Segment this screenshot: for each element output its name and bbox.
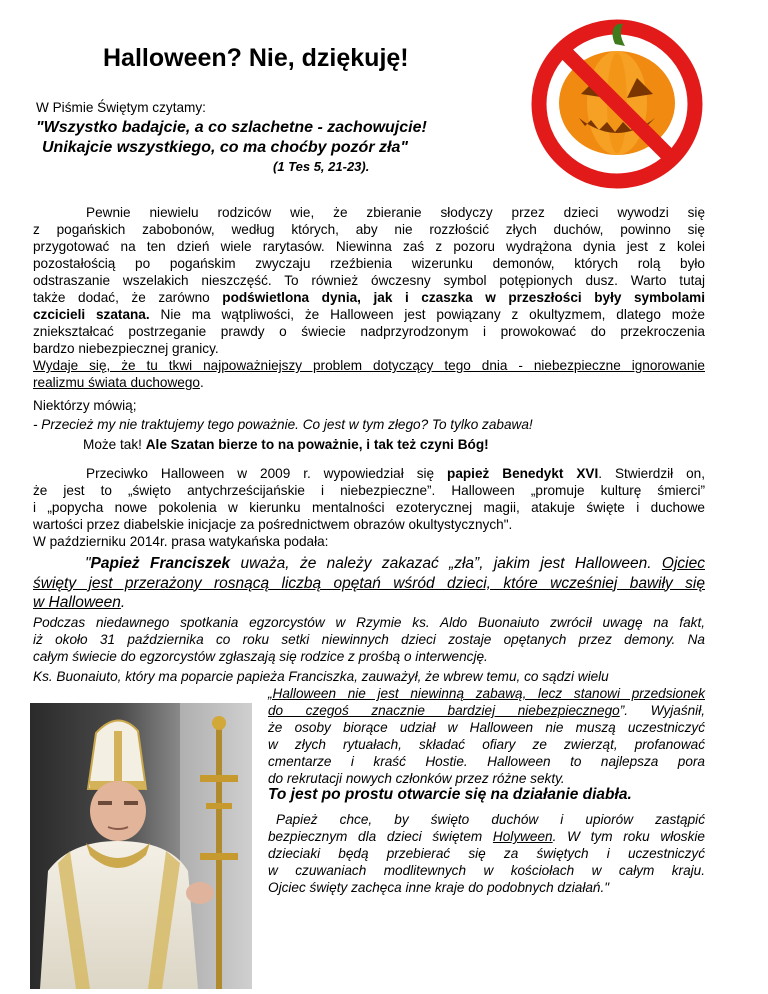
text-line: realizmu świata duchowego. [33,375,204,390]
text-line: do rekrutacji nowych członków przez różne sekty. [268,771,565,786]
text-line: Przeciwko Halloween w 2009 r. wypowiedział się papież Benedykt XVI. Stwierdził on, [86,466,705,481]
text-line: że osoby biorące udział w Halloween nie muszą uczestniczyć [268,720,705,735]
paragraph-exorcists [33,614,705,665]
text-line: W październiku 2014r. prasa watykańska podała: [33,534,329,549]
underlined-line: święty jest przerażony rosnącą liczbą opętań wśród dzieci, które wcześniej bawiły się [33,574,705,592]
text-line: Papież chce, by święto duchów i upiorów zastąpić [276,812,705,827]
text-line: dzieciaki będą przebierać się za świętych i uczestniczyć [268,846,705,861]
bold-phrase: czcicieli szatana. [33,307,150,322]
bible-reference: (1 Tes 5, 21-23). [273,159,370,174]
column-holyween [268,811,705,896]
underlined-phrase: w Halloween [33,594,121,611]
text-line: "Papież Franciszek uważa, że należy zakazać „zła”, jakim jest Halloween. Ojciec [85,555,705,572]
quote-francis [33,554,705,613]
bold-phrase: papież Benedykt XVI [447,466,599,481]
underlined-line: „Halloween nie jest niewinną zabawą, lecz stanowi przedsionek [268,686,705,701]
text-line: także dodać, że zarówno podświetlona dynia, jak i czaszka w przeszłości były symbolami [33,290,705,305]
text-line: zniekształcać postrzeganie prawdy o świecie nadprzyrodzonym i prowokować do przekroczenia [33,324,705,339]
paragraph-benedict [33,465,705,550]
text-line: i „popycha nowe pokolenia w kierunku mentalności ezoterycznej magii, atakuje święte i duchowe [33,500,705,515]
paragraph-origins [33,204,705,391]
text-line: Podczas niedawnego spotkania egzorcystów w Rzymie ks. Aldo Buonaiuto zwrócił uwagę na fakt, [33,615,705,630]
text-line: do czegoś znacznie bardziej niebezpiecznego”. Wyjaśnił, [268,703,705,718]
text-line: w Halloween. [33,594,126,611]
underlined-phrase: realizmu świata duchowego [33,375,200,390]
column-buonaiuto [268,685,705,787]
intro-text: W Piśmie Świętym czytamy: [36,100,206,115]
underlined-phrase: Ojciec [661,555,705,572]
text-line: bardzo niebezpiecznej granicy. [33,341,219,356]
underlined-phrase: do czegoś znacznie bardziej niebezpiecznego [268,703,620,718]
page-title: Halloween? Nie, dziękuję! [103,44,409,72]
text-line: Pewnie niewielu rodziców wie, że zbieranie słodyczy przez dzieci wywodzi się [86,205,705,220]
text-line: odstraszanie wszelakich nieszczęść. To również ówczesny symbol potępionych dusz. Warto tutaj [33,273,705,288]
text-line: bezpiecznym dla dzieci świętem Holyween. W tym roku włoskie [268,829,705,844]
text-line: czcicieli szatana. Nie ma wątpliwości, że Halloween jest powiązany z okultyzmem, dlatego może [33,307,705,322]
text-line: w czuwaniach modlitewnych w kościołach w całym kraju. [268,863,705,878]
text-line: całym świecie do egzorcystów zgłaszają się rodzice z prośbą o interwencję. [33,649,488,664]
bible-quote-line: Unikajcie wszystkiego, co ma choćby pozór zła" [42,139,408,156]
no-halloween-pumpkin-logo [519,8,715,198]
text-line: Niektórzy mówią; [33,398,137,413]
bold-phrase: podświetlona dynia, jak i czaszka w przeszłości były symbolami [222,290,705,305]
bold-phrase: Papież Franciszek [90,555,231,572]
text-line: Ojciec święty zachęca inne kraje do podobnych działań." [268,880,610,895]
emphasis-line: To jest po prostu otwarcie się na działanie diabła. [268,786,632,803]
text-line: - Przecież my nie traktujemy tego poważnie. Co jest w tym złego? To tylko zabawa! [33,417,533,432]
text-line: wartości przez diabelskie inicjacje za pośrednictwem obrazów okultystycznych". [33,517,513,532]
text-line: Może tak! Ale Szatan bierze to na poważnie, i tak też czyni Bóg! [83,437,489,452]
text-line: z pogańskich zabobonów, według których, aby nie rozzłościć złych duchów, powinno się [33,222,705,237]
bible-quote [36,118,506,158]
text-line: pozostałością po pogańskim zwyczaju rzeźbienia wizerunku demonów, których rolą było [33,256,705,271]
text-line: cmentarze i kraść Hostie. Halloween to najlepsza pora [268,754,705,769]
text-line: w złych rytuałach, składać ofiary ze zwierząt, profanować [268,737,705,752]
text-line: przygotować na ten dzień wiele rarytasów. Niewinna zaś z pozoru wydrążona dynia jest z kolei [33,239,705,254]
paragraph-some-say [33,397,705,453]
underlined-line: Wydaje się, że tu tkwi najpoważniejszy problem dotyczący tego dnia - niebezpieczne ignorowanie [33,358,705,373]
text-line: że jest to „święto antychrześcijańskie i niebezpieczne”. Halloween „promuje kulturę śmierci” [33,483,705,498]
text-line: iż około 31 października co roku setki niewinnych dzieci zostaje opętanych przez demony. Na [33,632,705,647]
underlined-phrase: Holyween [492,829,553,844]
bold-phrase: Ale Szatan bierze to na poważnie, i tak też czyni Bóg! [145,437,489,452]
pope-francis-photo [30,703,252,989]
text-line: Ks. Buonaiuto, który ma poparcie papieża Franciszka, zauważył, że wbrew temu, co sądzi wielu [33,669,609,684]
face [90,781,146,841]
bible-quote-line: "Wszystko badajcie, a co szlachetne - zachowujcie! [36,119,427,136]
hand [186,882,214,904]
